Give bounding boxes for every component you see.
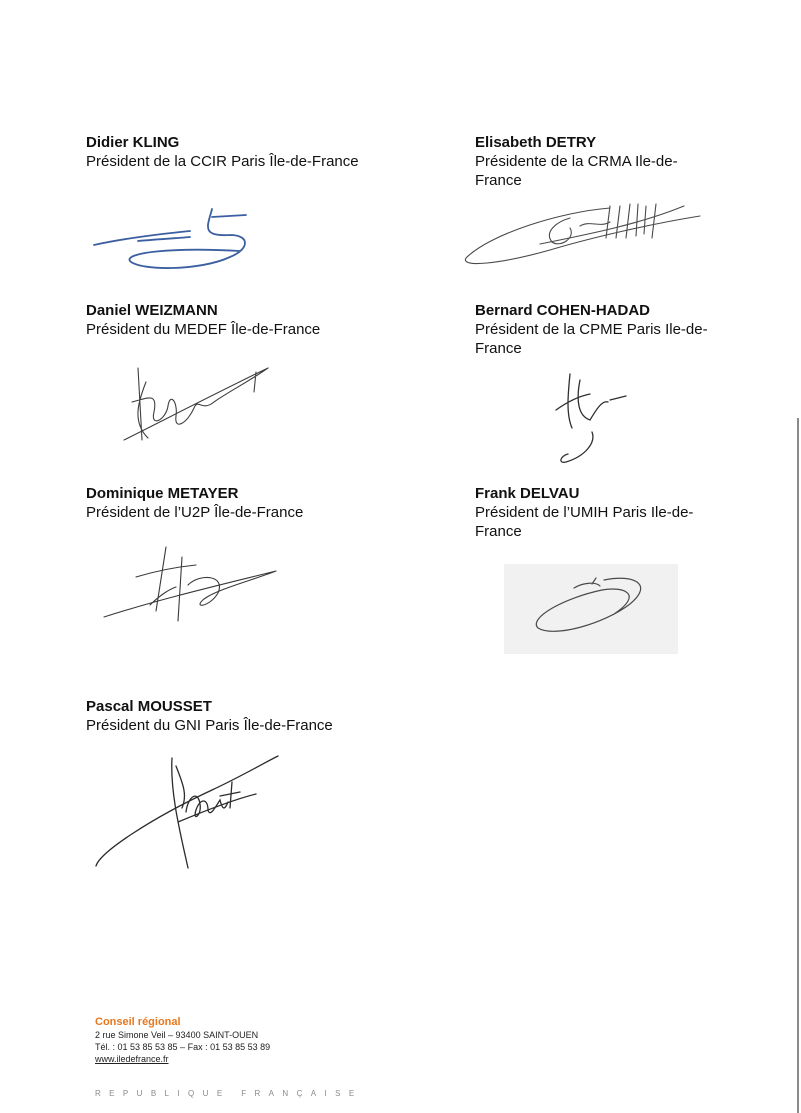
footer-org-name: Conseil régional — [95, 1016, 181, 1028]
signatory-name: Daniel WEIZMANN — [86, 302, 218, 319]
signature-metayer — [100, 545, 282, 627]
signatory-role: Président de la CPME Paris Ile-de-France — [475, 321, 708, 357]
page-edge-line — [797, 418, 799, 1113]
footer-contact — [95, 1016, 270, 1065]
signature-mousset — [92, 752, 284, 874]
signatory-role: Présidente de la CRMA Ile-de-France — [475, 153, 678, 189]
footer-website-link[interactable]: www.iledefrance.fr — [95, 1054, 169, 1064]
signatory-block-detry — [475, 133, 715, 190]
signatory-name: Frank DELVAU — [475, 485, 580, 502]
signature-delvau — [504, 564, 678, 654]
signature-detry — [460, 198, 705, 270]
signatory-role: Président du MEDEF Île-de-France — [86, 321, 321, 338]
signatory-block-mousset — [86, 697, 406, 735]
footer-phone: Tél. : 01 53 85 53 85 – Fax : 01 53 85 53 89 — [95, 1042, 271, 1052]
signatory-role: Président de l’U2P Île-de-France — [86, 504, 304, 521]
signatory-name: Dominique METAYER — [86, 485, 239, 502]
signatory-role: Président de la CCIR Paris Île-de-France — [86, 153, 359, 170]
signature-kling — [90, 205, 260, 277]
signatory-name: Didier KLING — [86, 134, 180, 151]
signatory-name: Elisabeth DETRY — [475, 134, 597, 151]
signatory-block-cohen-hadad — [475, 301, 715, 358]
signatory-name: Pascal MOUSSET — [86, 698, 212, 715]
signatory-block-kling — [86, 133, 406, 171]
signatory-block-metayer — [86, 484, 406, 522]
signatory-role: Président de l’UMIH Paris Ile-de-France — [475, 504, 694, 540]
signature-weizmann — [118, 362, 278, 446]
footer-republique: REPUBLIQUE FRANÇAISE — [95, 1089, 363, 1098]
signatory-block-delvau — [475, 484, 715, 541]
signatory-role: Président du GNI Paris Île-de-France — [86, 717, 333, 734]
signatory-block-weizmann — [86, 301, 406, 339]
signature-cohen-hadad — [550, 370, 632, 466]
footer-address: 2 rue Simone Veil – 93400 SAINT-OUEN — [95, 1030, 259, 1040]
signatory-name: Bernard COHEN-HADAD — [475, 302, 651, 319]
